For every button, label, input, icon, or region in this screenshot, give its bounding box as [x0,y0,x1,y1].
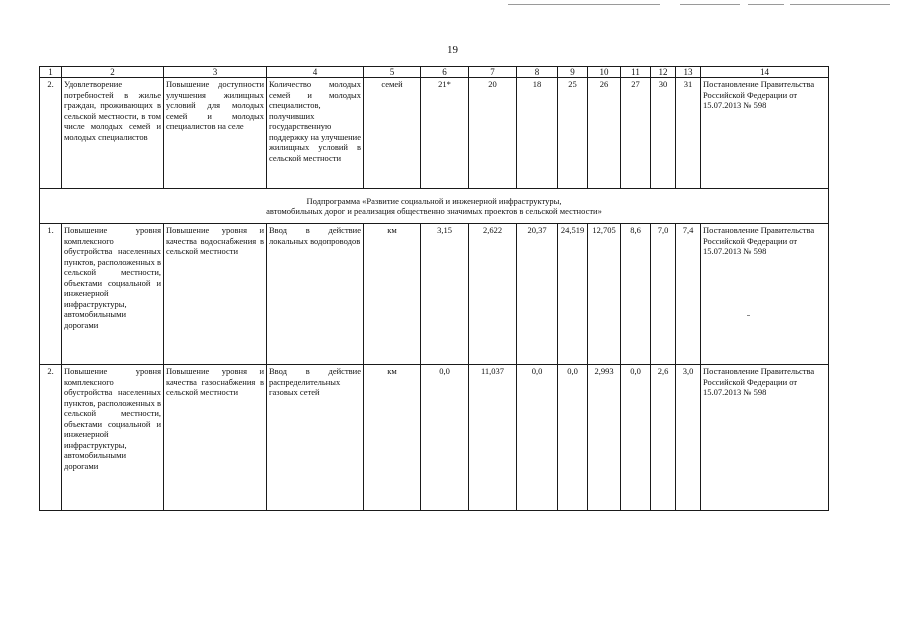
subprogram-line-1: Подпрограмма «Развитие социальной и инженерной инфраструктуры, [306,195,562,206]
value-cell: 0,0 [421,365,469,511]
header-cell: 8 [517,67,558,78]
top-rule-1 [508,4,660,5]
unit-cell: семей [364,78,421,189]
header-cell: 13 [676,67,701,78]
table-row [40,78,829,189]
value-cell: 2,622 [469,224,517,365]
indicator-cell: Ввод в действие распределительных газовых сетей [267,365,364,511]
value-cell: 12,705 [588,224,621,365]
basis-cell: Постановление Правительства Российской Федерации от 15.07.2013 № 598 [701,365,829,511]
header-cell: 7 [469,67,517,78]
value-cell: 31 [676,78,701,189]
row-number: 2. [40,365,62,511]
table-row [40,365,829,511]
header-cell: 1 [40,67,62,78]
subprogram-row [40,189,829,224]
table-header-row [40,67,829,78]
top-rule-4 [790,4,890,5]
unit-cell: км [364,224,421,365]
header-cell: 6 [421,67,469,78]
basis-cell: Постановление Правительства Российской Федерации от 15.07.2013 № 598 [701,224,829,365]
row-number: 2. [40,78,62,189]
goal-cell: Удовлетворение потребностей в жилье граждан, проживающих в сельской местности, в том числе молодых семей и молодых специалистов [62,78,164,189]
value-cell: 0,0 [517,365,558,511]
value-cell: 11,037 [469,365,517,511]
value-cell: 26 [588,78,621,189]
subprogram-line-2: автомобильных дорог и реализация общественно значимых проектов в сельской местности» [266,206,602,216]
header-cell: 10 [588,67,621,78]
top-rule-2 [680,4,740,5]
header-cell: 5 [364,67,421,78]
scan-mark [747,315,750,316]
indicator-cell: Количество молодых семей и молодых специалистов, получивших государственную поддержку на улучшение жилищных условий в сельской местности [267,78,364,189]
header-cell: 12 [651,67,676,78]
basis-cell: Постановление Правительства Российской Федерации от 15.07.2013 № 598 [701,78,829,189]
value-cell: 0,0 [558,365,588,511]
value-cell: 25 [558,78,588,189]
header-cell: 11 [621,67,651,78]
header-cell: 2 [62,67,164,78]
value-cell: 2,993 [588,365,621,511]
task-cell: Повышение доступности улучшения жилищных условий для молодых семей и молодых специалистов на селе [164,78,267,189]
subprogram-title [40,189,829,224]
indicator-cell: Ввод в действие локальных водопроводов [267,224,364,365]
header-cell: 14 [701,67,829,78]
goal-cell: Повышение уровня комплексного обустройства населенных пунктов, расположенных в сельской местности, объектами социальной и инженерной инфраструктуры, автомобильными дорогами [62,224,164,365]
table-row [40,224,829,365]
value-cell: 2,6 [651,365,676,511]
value-cell: 7,4 [676,224,701,365]
header-cell: 4 [267,67,364,78]
header-cell: 9 [558,67,588,78]
value-cell: 7,0 [651,224,676,365]
value-cell: 24,519 [558,224,588,365]
indicators-table [39,66,829,511]
value-cell: 8,6 [621,224,651,365]
unit-cell: км [364,365,421,511]
value-cell: 30 [651,78,676,189]
value-cell: 18 [517,78,558,189]
value-cell: 3,15 [421,224,469,365]
task-cell: Повышение уровня и качества водоснабжения в сельской местности [164,224,267,365]
goal-cell: Повышение уровня комплексного обустройства населенных пунктов, расположенных в сельской местности, объектами социальной и инженерной инфраструктуры, автомобильными дорогами [62,365,164,511]
value-cell: 21* [421,78,469,189]
page-number: 19 [447,44,458,56]
header-cell: 3 [164,67,267,78]
row-number: 1. [40,224,62,365]
value-cell: 0,0 [621,365,651,511]
value-cell: 20 [469,78,517,189]
value-cell: 27 [621,78,651,189]
top-rule-3 [748,4,784,5]
task-cell: Повышение уровня и качества газоснабжения в сельской местности [164,365,267,511]
value-cell: 20,37 [517,224,558,365]
value-cell: 3,0 [676,365,701,511]
